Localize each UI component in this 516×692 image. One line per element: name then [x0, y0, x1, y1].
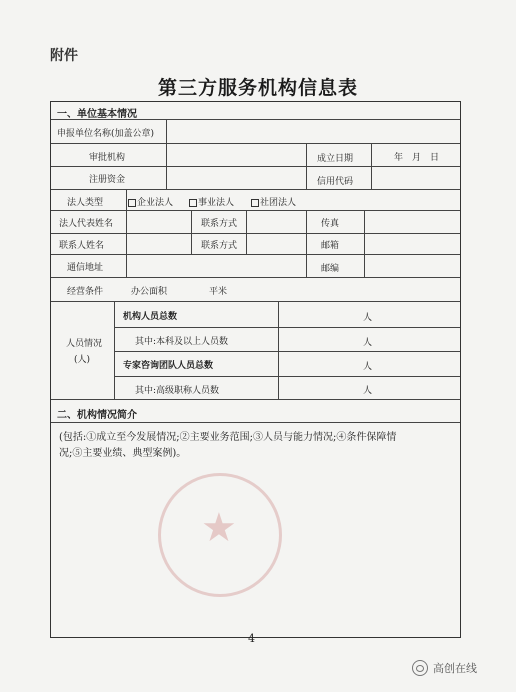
- row-line: [51, 277, 460, 278]
- row-line: [51, 399, 460, 400]
- wechat-icon: [412, 660, 428, 676]
- contact-person-field[interactable]: [129, 235, 187, 252]
- legal-rep-contact-field[interactable]: [249, 213, 303, 231]
- legal-type-option-institution[interactable]: 事业法人: [189, 195, 234, 208]
- staff-total-label: 机构人员总数: [123, 312, 178, 322]
- date-day-unit: 日: [430, 153, 440, 163]
- fax-field[interactable]: [367, 213, 457, 231]
- contact-method-label-2: 联系方式: [201, 241, 238, 251]
- expert-team-label: 专家咨询团队人员总数: [123, 361, 214, 371]
- approval-org-label: 审批机构: [89, 153, 126, 163]
- senior-title-field[interactable]: [281, 379, 457, 397]
- credit-code-label: 信用代码: [317, 177, 354, 187]
- checkbox-icon: [189, 199, 197, 207]
- star-icon: ★: [201, 505, 237, 551]
- applicant-label: 申报单位名称(加盖公章): [57, 129, 155, 139]
- registered-capital-field[interactable]: [169, 169, 303, 187]
- address-field[interactable]: [129, 257, 303, 275]
- official-seal-stamp: [158, 473, 282, 597]
- address-label: 通信地址: [67, 263, 104, 273]
- contact-method-label: 联系方式: [201, 219, 238, 229]
- col-line: [114, 301, 115, 399]
- staff-total-unit: 人: [363, 313, 373, 323]
- row-line: [51, 254, 460, 255]
- expert-team-field[interactable]: [281, 354, 457, 373]
- col-line: [246, 210, 247, 254]
- row-line: [51, 210, 460, 211]
- checkbox-icon: [128, 199, 136, 207]
- area-unit: 平米: [209, 287, 228, 297]
- staff-label-line2: (人): [74, 355, 91, 365]
- legal-type-label: 法人类型: [67, 198, 104, 208]
- postcode-label: 邮编: [321, 264, 340, 274]
- contact-person-label: 联系人姓名: [59, 241, 105, 251]
- registered-capital-label: 注册资金: [89, 175, 126, 185]
- staff-label-line1: 人员情况: [66, 339, 103, 349]
- staff-bachelor-field[interactable]: [281, 330, 457, 349]
- section-heading-org-intro: 二、机构情况简介: [57, 410, 137, 421]
- approval-org-field[interactable]: [169, 146, 303, 164]
- checkbox-icon: [251, 199, 259, 207]
- col-line: [306, 143, 307, 189]
- date-month-unit: 月: [412, 153, 422, 163]
- office-area-label: 办公面积: [131, 287, 168, 297]
- business-conditions-label: 经营条件: [67, 287, 104, 297]
- legal-rep-field[interactable]: [129, 213, 187, 231]
- fax-label: 传真: [321, 219, 340, 229]
- watermark: [412, 660, 477, 676]
- staff-total-field[interactable]: [281, 304, 457, 324]
- contact-person-contact-field[interactable]: [249, 235, 303, 252]
- expert-team-unit: 人: [363, 362, 373, 372]
- watermark-text: 高创在线: [433, 662, 477, 675]
- col-line: [306, 210, 307, 277]
- page-number: 4: [248, 632, 255, 645]
- legal-rep-label: 法人代表姓名: [59, 219, 114, 229]
- row-line: [51, 422, 460, 423]
- established-date-label: 成立日期: [317, 154, 354, 164]
- staff-bachelor-unit: 人: [363, 338, 373, 348]
- legal-type-option-association[interactable]: 社团法人: [251, 195, 296, 208]
- credit-code-field[interactable]: [374, 169, 456, 187]
- staff-bachelor-label: 其中:本科及以上人员数: [135, 337, 229, 347]
- row-line: [51, 166, 460, 167]
- row-line: [51, 189, 460, 190]
- attachment-label: 附件: [50, 48, 78, 64]
- intro-note-line1: (包括:①成立至今发展情况;②主要业务范围;③人员与能力情况;④条件保障情: [59, 432, 397, 443]
- row-line: [114, 376, 460, 377]
- senior-title-unit: 人: [363, 386, 373, 396]
- senior-title-label: 其中:高级职称人员数: [135, 386, 220, 396]
- form-title: 第三方服务机构信息表: [157, 77, 358, 99]
- col-line: [191, 210, 192, 254]
- legal-type-option-enterprise[interactable]: 企业法人: [128, 195, 173, 208]
- postcode-field[interactable]: [367, 257, 457, 275]
- col-line: [371, 143, 372, 189]
- col-line: [166, 143, 167, 189]
- row-line: [51, 143, 460, 144]
- email-label: 邮箱: [321, 241, 340, 251]
- applicant-value-field[interactable]: [169, 123, 457, 141]
- section-heading-basic-info: 一、单位基本情况: [57, 109, 137, 120]
- col-line: [364, 210, 365, 277]
- date-year-unit: 年: [394, 153, 404, 163]
- email-field[interactable]: [367, 235, 457, 252]
- row-line: [51, 233, 460, 234]
- intro-note-line2: 况;⑤主要业绩、典型案例)。: [59, 448, 187, 459]
- row-line: [51, 301, 460, 302]
- col-line: [278, 301, 279, 399]
- row-line: [114, 327, 460, 328]
- col-line: [126, 189, 127, 277]
- row-line: [114, 351, 460, 352]
- col-line: [166, 119, 167, 143]
